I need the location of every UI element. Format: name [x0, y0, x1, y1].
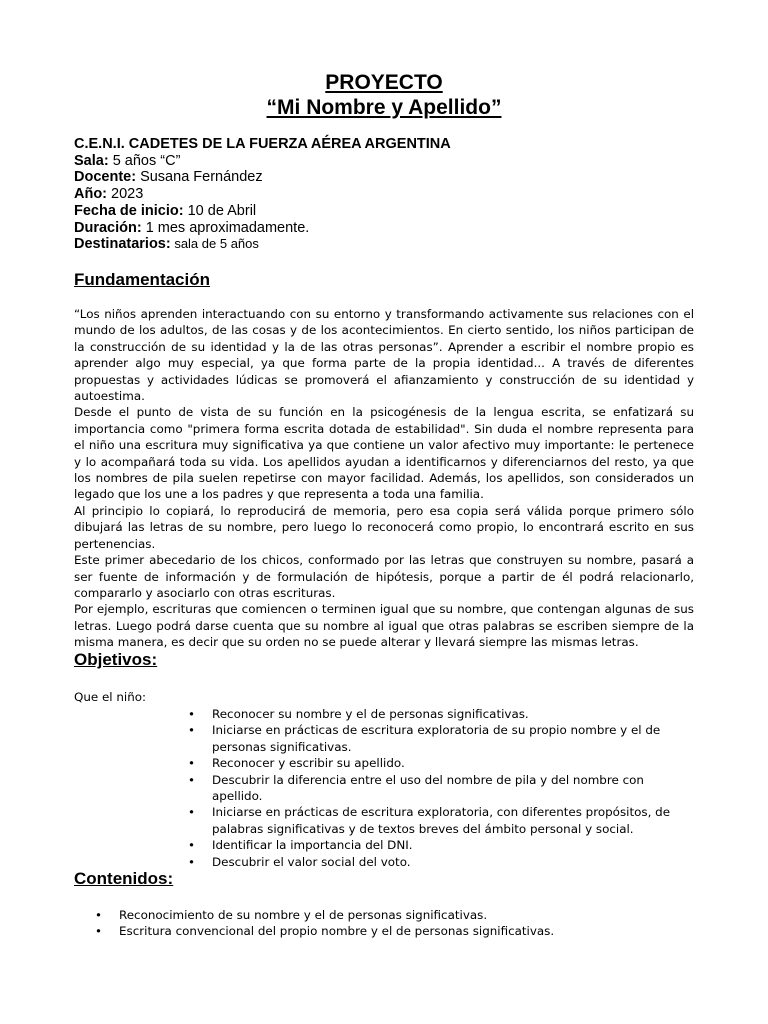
- sala-value: 5 años “C”: [108, 152, 181, 169]
- list-item: • Iniciarse en prácticas de escritura exploratoria de su propio nombre y el de personas significativas.: [212, 722, 682, 755]
- document-subtitle: “Mi Nombre y Apellido”: [266, 96, 502, 119]
- objetivos-list: [212, 706, 682, 870]
- fundamentacion-paragraph: “Los niños aprenden interactuando con su entorno y transformando activamente sus relaciones con el mundo de los adultos, de las cosas y de los acontecimientos. En cierto sentido, los niños participan de la construcción de su identidad y la de las otras personas”. Aprender a escribir el nombre propio es aprender algo muy especial, ya que forma parte de la propia identidad... A través de diferentes propuestas y actividades lúdicas se promoverá el afianzamiento y construcción de su identidad y autoestima.: [74, 307, 694, 404]
- document-title: PROYECTO: [325, 71, 443, 94]
- destinatarios-label: Destinatarios:: [74, 236, 171, 253]
- docente-label: Docente:: [74, 169, 137, 186]
- duracion-label: Duración:: [74, 219, 142, 236]
- fundamentacion-paragraph: Por ejemplo, escrituras que comiencen o terminen igual que su nombre, que contengan algunas de sus letras. Luego podrá darse cuenta que su nombre al igual que otras palabras se escriben siempre de la misma manera, es decir que su orden no se puede alterar y llevará siempre las mismas letras.: [74, 602, 694, 650]
- list-item: • Descubrir el valor social del voto.: [212, 854, 682, 870]
- list-item: • Reconocimiento de su nombre y el de personas significativas.: [119, 907, 699, 923]
- project-info: [74, 136, 694, 253]
- fecha-label: Fecha de inicio:: [74, 202, 184, 219]
- list-item: • Identificar la importancia del DNI.: [212, 837, 682, 853]
- contenidos-list: [119, 907, 699, 940]
- list-item: • Reconocer su nombre y el de personas significativas.: [212, 706, 682, 722]
- info-row-docente: [74, 169, 694, 186]
- sala-label: Sala:: [74, 152, 109, 169]
- info-row-duracion: [74, 220, 694, 237]
- info-row-destinatarios: [74, 236, 694, 253]
- objetivos-intro: Que el niño:: [74, 690, 147, 704]
- institution-name: C.E.N.I. CADETES DE LA FUERZA AÉREA ARGENTINA: [74, 136, 451, 152]
- list-item: • Reconocer y escribir su apellido.: [212, 755, 682, 771]
- anio-value: 2023: [107, 186, 144, 203]
- anio-label: Año:: [74, 186, 108, 203]
- fundamentacion-paragraph: Desde el punto de vista de su función en la psicogénesis de la lengua escrita, se enfatizará su importancia como "primera forma escrita dotada de estabilidad". Sin duda el nombre representa para el niño una escritura muy significativa ya que contiene un valor afectivo muy importante: le pertenece y lo acompañará toda su vida. Los apellidos ayudan a identificarnos y diferenciarnos del resto, ya que los nombres de pila suelen repetirse con mayor facilidad. Además, los apellidos, son considerados un legado que los une a los padres y que representa a toda una familia.: [74, 405, 694, 502]
- fundamentacion-paragraph: Este primer abecedario de los chicos, conformado por las letras que construyen su nombre, pasará a ser fuente de información y de formulación de hipótesis, porque a partir de él podrá relacionarlo, compararlo y asociarlo con otras escrituras.: [74, 553, 694, 600]
- info-row-sala: [74, 153, 694, 170]
- list-item: • Escritura convencional del propio nombre y el de personas significativas.: [119, 923, 699, 939]
- fecha-value: 10 de Abril: [183, 202, 257, 219]
- fundamentacion-heading: Fundamentación: [74, 270, 211, 289]
- docente-value: Susana Fernández: [136, 169, 263, 186]
- contenidos-heading: Contenidos:: [74, 869, 174, 888]
- info-row-anio: [74, 186, 694, 203]
- fundamentacion-text: [74, 306, 694, 651]
- destinatarios-value: sala de 5 años: [170, 236, 259, 252]
- fundamentacion-paragraph: Al principio lo copiará, lo reproducirá de memoria, pero esa copia será válida porque primero sólo dibujará las letras de su nombre, pero luego lo reconocerá como propio, lo encontrará escrito en sus pertenencias.: [74, 503, 694, 551]
- list-item: • Descubrir la diferencia entre el uso del nombre de pila y del nombre con apellido.: [212, 772, 682, 805]
- duracion-value: 1 mes aproximadamente.: [141, 219, 310, 236]
- list-item: • Iniciarse en prácticas de escritura exploratoria, con diferentes propósitos, de palabras significativas y de textos breves del ámbito personal y social.: [212, 804, 682, 837]
- info-row-fecha: [74, 203, 694, 220]
- title-block: [0, 70, 768, 120]
- objetivos-heading: Objetivos:: [74, 650, 158, 669]
